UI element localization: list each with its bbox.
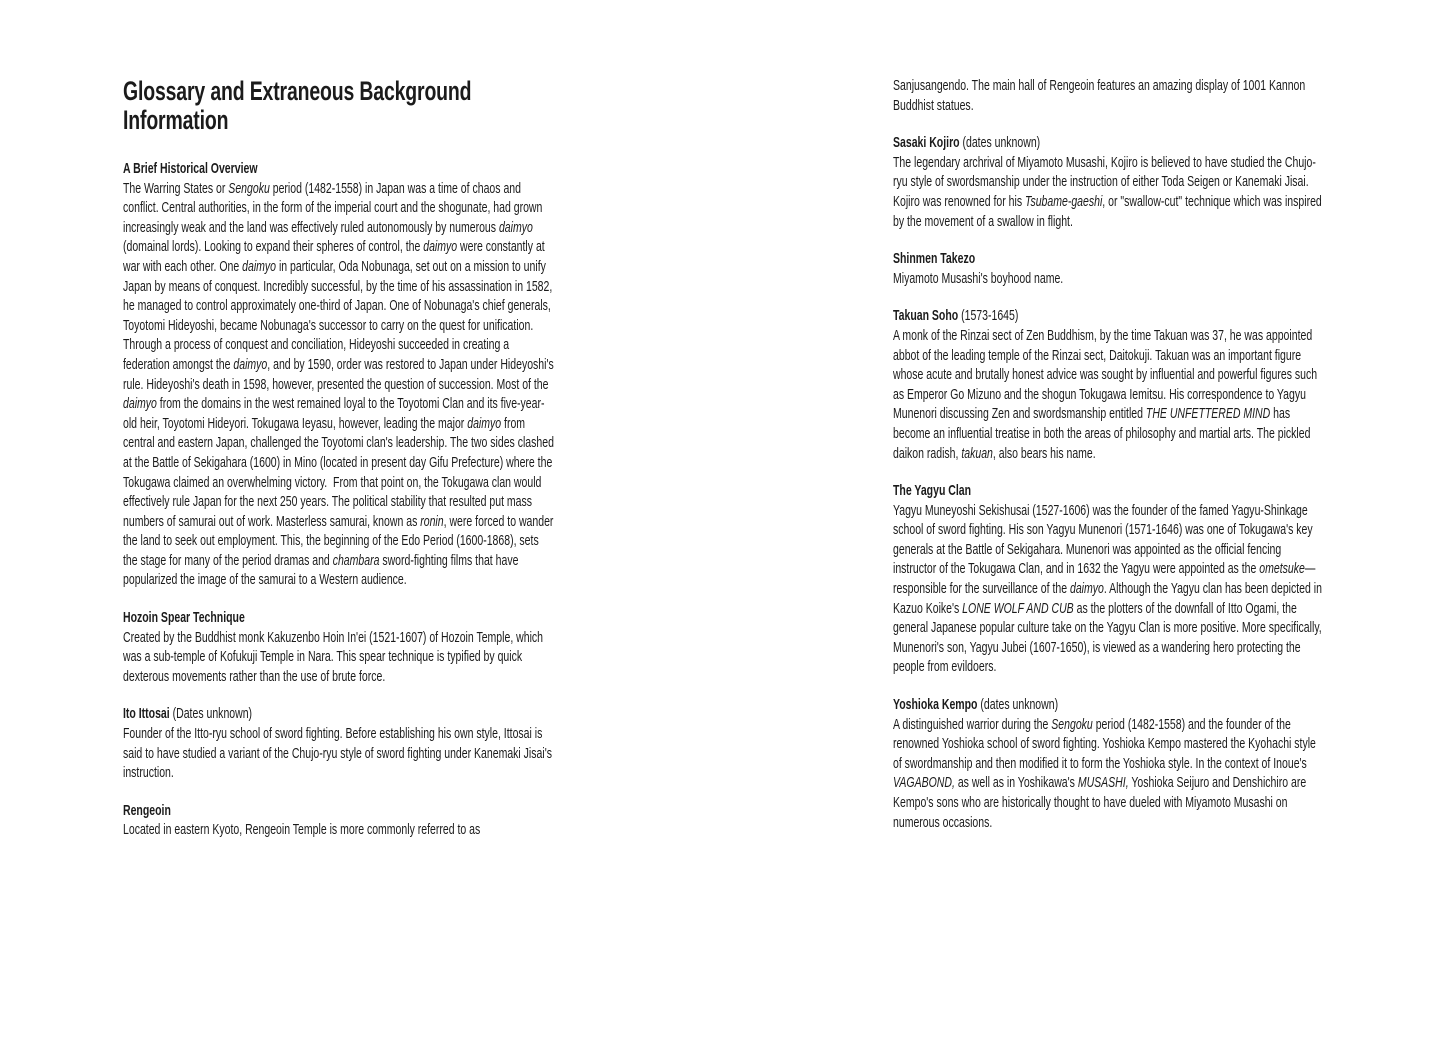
text-run: Yoshioka Seijuro and Denshichiro are Kempo's sons who are historically thought to have dueled with Miyamoto Musashi on numerous occasions. xyxy=(893,775,1307,831)
text-run: The Warring States or xyxy=(123,180,229,197)
page-title-line-2: Information xyxy=(123,105,229,135)
glossary-section xyxy=(893,250,1325,289)
text-run: A monk of the Rinzai sect of Zen Buddhism, by the time Takuan was 37, he was appointed abbot of the leading temple of the Rinzai sect, Daitokuji. Takuan was an important figure whose acute and brutally honest advice was sought by influential and powerful figures such as Emperor Go Mizuno and the shogun Tokugawa Iemitsu. His correspondence to Yagyu Munenori discussing Zen and swordsmanship entitled xyxy=(893,327,1318,423)
text-run: Sasaki Kojiro xyxy=(893,135,960,152)
section-heading xyxy=(893,307,1325,327)
glossary-section xyxy=(893,482,1325,678)
text-run: The legendary archrival of Miyamoto Musashi, Kojiro is believed to have studied the Chujo-ryu style of swordsmanship under the instruction of either Toda Seigen or Kanemaki Jisai. Kojiro was renowned for his xyxy=(893,154,1316,210)
text-run: Miyamoto Musashi's boyhood name. xyxy=(893,270,1064,287)
page-title-line-1: Glossary and Extraneous Background xyxy=(123,76,472,106)
text-run: Sengoku xyxy=(1051,716,1093,733)
glossary-section xyxy=(123,802,555,841)
text-run: (1573-1645) xyxy=(958,308,1019,325)
text-run: (dates unknown) xyxy=(959,135,1041,152)
section-heading xyxy=(893,250,1325,270)
text-run: has become an influential treatise in both the areas of philosophy and martial arts. The pickled daikon radish, xyxy=(893,406,1311,462)
text-run: LONE WOLF AND CUB xyxy=(962,600,1074,617)
section-heading xyxy=(123,802,555,822)
section-heading xyxy=(123,609,555,629)
glossary-section xyxy=(123,609,555,687)
text-run: daimyo xyxy=(123,396,157,413)
text-run: Sengoku xyxy=(228,180,270,197)
text-run: daimyo xyxy=(1069,581,1104,598)
section-body xyxy=(893,327,1325,464)
text-run: daimyo xyxy=(467,415,502,432)
left-column xyxy=(123,77,555,841)
text-run: Shinmen Takezo xyxy=(893,251,976,268)
text-run: daimyo xyxy=(423,239,458,256)
text-run: MUSASHI, xyxy=(1077,775,1129,792)
glossary-section xyxy=(893,77,1325,116)
section-body xyxy=(123,180,555,591)
section-body xyxy=(893,716,1325,834)
text-run: A distinguished warrior during the xyxy=(893,716,1052,733)
section-body xyxy=(893,270,1325,290)
section-body xyxy=(123,725,555,784)
section-body xyxy=(123,629,555,688)
text-run: period (1482-1558) and the founder of the renowned Yoshioka school of sword fighting. Yoshioka Kempo mastered the Kyohachi style of swordmanship and then modified it to form the Yoshioka style. In the context of Inoue's xyxy=(893,716,1316,772)
section-heading xyxy=(123,705,555,725)
text-run: , were forced to wander the land to seek out employment. This, the beginning of the Edo Period (1600-1868), sets the stage for many of the period dramas and xyxy=(123,513,554,569)
section-body xyxy=(893,77,1325,116)
section-heading xyxy=(893,482,1325,502)
text-run: takuan xyxy=(961,445,993,462)
text-run: as the plotters of the downfall of Itto Ogami, the general Japanese popular culture take on the Yagyu Clan is more positive. More specifically, Munenori's son, Yagyu Jubei (1607-1650), is viewed as a wandering hero protecting the people from evildoers. xyxy=(893,600,1322,676)
text-run: ometsuke xyxy=(1259,561,1305,578)
text-run: Takuan Soho xyxy=(893,308,959,325)
text-run: , or "swallow-cut" technique which was inspired by the movement of a swallow in flight. xyxy=(893,193,1322,230)
glossary-section xyxy=(893,134,1325,232)
section-body xyxy=(123,821,555,841)
text-run: VAGABOND, xyxy=(893,775,955,792)
section-heading xyxy=(123,160,555,180)
text-run: from the domains in the west remained loyal to the Toyotomi Clan and its five-year-old heir, Toyotomi Hideyori. Tokugawa Ieyasu, however, leading the major xyxy=(123,396,545,432)
text-run: chambara xyxy=(332,552,380,569)
text-run: THE UNFETTERED MIND xyxy=(1145,406,1271,423)
text-run: (dates unknown) xyxy=(977,697,1059,714)
text-run: —responsible for the surveillance of the xyxy=(893,561,1316,598)
section-body xyxy=(893,154,1325,232)
text-run: daimyo xyxy=(233,356,268,373)
text-run: Created by the Buddhist monk Kakuzenbo Hoin In'ei (1521-1607) of Hozoin Temple, which was a sub-temple of Kofukuji Temple in Nara. This spear technique is typified by quick dexterous movements rather than the use of brute force. xyxy=(123,629,544,685)
text-run: daimyo xyxy=(498,219,533,236)
section-body xyxy=(893,502,1325,678)
text-run: Ito Ittosai xyxy=(123,706,170,723)
text-run: , also bears his name. xyxy=(992,445,1096,462)
left-sections xyxy=(123,160,555,841)
glossary-section xyxy=(893,307,1325,464)
text-run: from central and eastern Japan, challenged the Toyotomi clan's leadership. The two sides clashed at the Battle of Sekigahara (1600) in Mino (located in present day Gifu Prefecture) where the Tokugawa claimed an overwhelming victory. From that point on, the Tokugawa clan would effectively rule Japan for the next 250 years. The political stability that resulted put mass numbers of samurai out of work. Masterless samurai, known as xyxy=(123,415,554,530)
text-run: in particular, Oda Nobunaga, set out on a mission to unify Japan by means of conquest. Incredibly successful, by the time of his assassination in 1582, he managed to control approximately one-third of Japan. One of Nobunaga's chief generals, Toyotomi Hideyoshi, became Nobunaga's successor to carry on the quest for unification. Through a process of conquest and conciliation, Hideyoshi succeeded in creating a federation amongst the xyxy=(123,258,553,373)
page-title xyxy=(123,77,555,135)
text-run: Hozoin Spear Technique xyxy=(123,610,245,627)
right-sections xyxy=(893,77,1325,833)
text-run: (domainal lords). Looking to expand their spheres of control, the xyxy=(123,239,424,256)
section-heading xyxy=(893,134,1325,154)
text-run: ronin xyxy=(420,513,444,530)
text-run: as well as in Yoshikawa's xyxy=(954,775,1078,792)
text-run: daimyo xyxy=(242,258,277,275)
text-run: , and by 1590, order was restored to Japan under Hideyoshi's rule. Hideyoshi's death in 1598, however, presented the question of succession. Most of the xyxy=(123,356,554,393)
text-run: The Yagyu Clan xyxy=(893,483,972,500)
text-run: Yagyu Muneyoshi Sekishusai (1527-1606) was the founder of the famed Yagyu-Shinkage school of sword fighting. His son Yagyu Munenori (1571-1646) was one of Tokugawa's key generals at the Battle of Sekigahara. Munenori was appointed as the official fencing instructor of the Tokugawa Clan, and in 1632 the Yagyu were appointed as the xyxy=(893,502,1313,578)
glossary-section xyxy=(123,705,555,783)
text-run: . Although the Yagyu clan has been depicted in Kazuo Koike's xyxy=(893,581,1322,617)
text-run: sword-fighting films that have popularized the image of the samurai to a Western audience. xyxy=(123,552,519,589)
text-run: Sanjusangendo. The main hall of Rengeoin features an amazing display of 1001 Kannon Buddhist statues. xyxy=(893,78,1306,114)
glossary-section xyxy=(123,160,555,591)
text-run: A Brief Historical Overview xyxy=(123,161,258,177)
text-run: were constantly at war with each other. One xyxy=(123,239,545,275)
section-heading xyxy=(893,696,1325,716)
text-run: period (1482-1558) in Japan was a time of chaos and conflict. Central authorities, in the form of the imperial court and the shogunate, had grown increasingly weak and the land was effectively ruled autonomously by numerous xyxy=(123,180,543,236)
text-run: Rengeoin xyxy=(123,802,171,819)
text-run: Located in eastern Kyoto, Rengeoin Temple is more commonly referred to as xyxy=(123,822,481,839)
text-run: Founder of the Itto-ryu school of sword fighting. Before establishing his own style, Ittosai is said to have studied a variant of the Chujo-ryu style of sword fighting under Kanemaki Jisai's instruction. xyxy=(123,726,552,782)
text-run: Yoshioka Kempo xyxy=(893,697,978,714)
glossary-section xyxy=(893,696,1325,833)
text-run: Tsubame-gaeshi xyxy=(1024,193,1103,210)
right-column xyxy=(893,77,1325,833)
text-run: (Dates unknown) xyxy=(169,706,253,723)
